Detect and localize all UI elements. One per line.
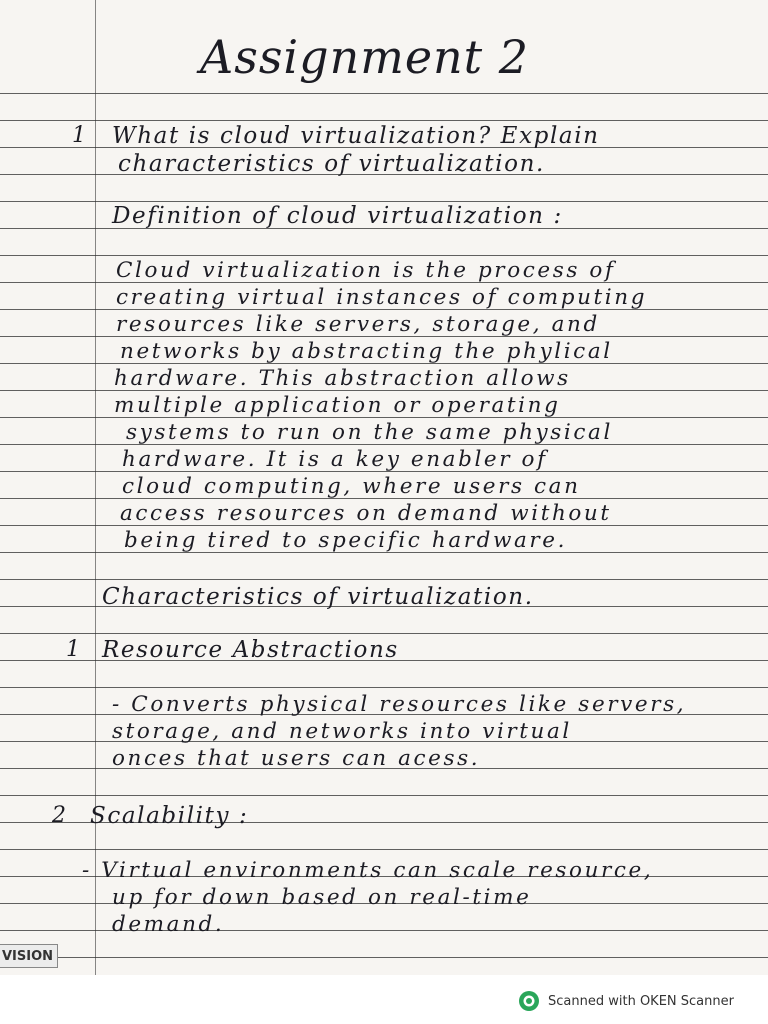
- ruled-line: [0, 201, 768, 202]
- definition-line: networks by abstracting the phylical: [120, 339, 613, 364]
- definition-line: cloud computing, where users can: [122, 474, 581, 499]
- definition-line: hardware. It is a key enabler of: [122, 447, 548, 472]
- item-line: - Converts physical resources like servers,: [112, 692, 687, 717]
- scanner-watermark: [518, 990, 734, 1012]
- ruled-line: [0, 795, 768, 796]
- definition-line: multiple application or operating: [114, 393, 561, 418]
- ruled-line: [0, 849, 768, 850]
- question-number: 1: [72, 123, 86, 148]
- definition-line: hardware. This abstraction allows: [114, 366, 571, 391]
- scanner-watermark-text: Scanned with OKEN Scanner: [548, 993, 734, 1009]
- item-line: up for down based on real-time: [112, 885, 532, 910]
- item-title: Scalability :: [90, 803, 249, 829]
- definition-line: Cloud virtualization is the process of: [116, 258, 616, 283]
- item-line: onces that users can acess.: [112, 746, 481, 771]
- ruled-line: [0, 957, 768, 958]
- ruled-line: [0, 93, 768, 94]
- question-line: characteristics of virtualization.: [118, 151, 545, 177]
- notebook-brand-badge: VISION: [0, 944, 58, 968]
- item-number: 1: [66, 637, 80, 662]
- page-title: Assignment 2: [200, 30, 530, 84]
- definition-line: creating virtual instances of computing: [116, 285, 648, 310]
- scanner-logo-icon: [518, 990, 540, 1012]
- item-line: demand.: [112, 912, 225, 937]
- item-number: 2: [52, 803, 66, 828]
- characteristics-heading: Characteristics of virtualization.: [102, 584, 534, 610]
- definition-line: systems to run on the same physical: [126, 420, 613, 445]
- definition-heading: Definition of cloud virtualization :: [112, 203, 563, 229]
- question-line: What is cloud virtualization? Explain: [112, 123, 600, 149]
- item-line: - Virtual environments can scale resource,: [82, 858, 654, 883]
- ruled-line: [0, 255, 768, 256]
- definition-line: being tired to specific hardware.: [124, 528, 568, 553]
- ruled-line: [0, 120, 768, 121]
- definition-line: resources like servers, storage, and: [116, 312, 600, 337]
- item-line: storage, and networks into virtual: [112, 719, 572, 744]
- ruled-line: [0, 687, 768, 688]
- definition-line: access resources on demand without: [120, 501, 612, 526]
- ruled-line: [0, 633, 768, 634]
- ruled-line: [0, 579, 768, 580]
- item-title: Resource Abstractions: [102, 637, 399, 663]
